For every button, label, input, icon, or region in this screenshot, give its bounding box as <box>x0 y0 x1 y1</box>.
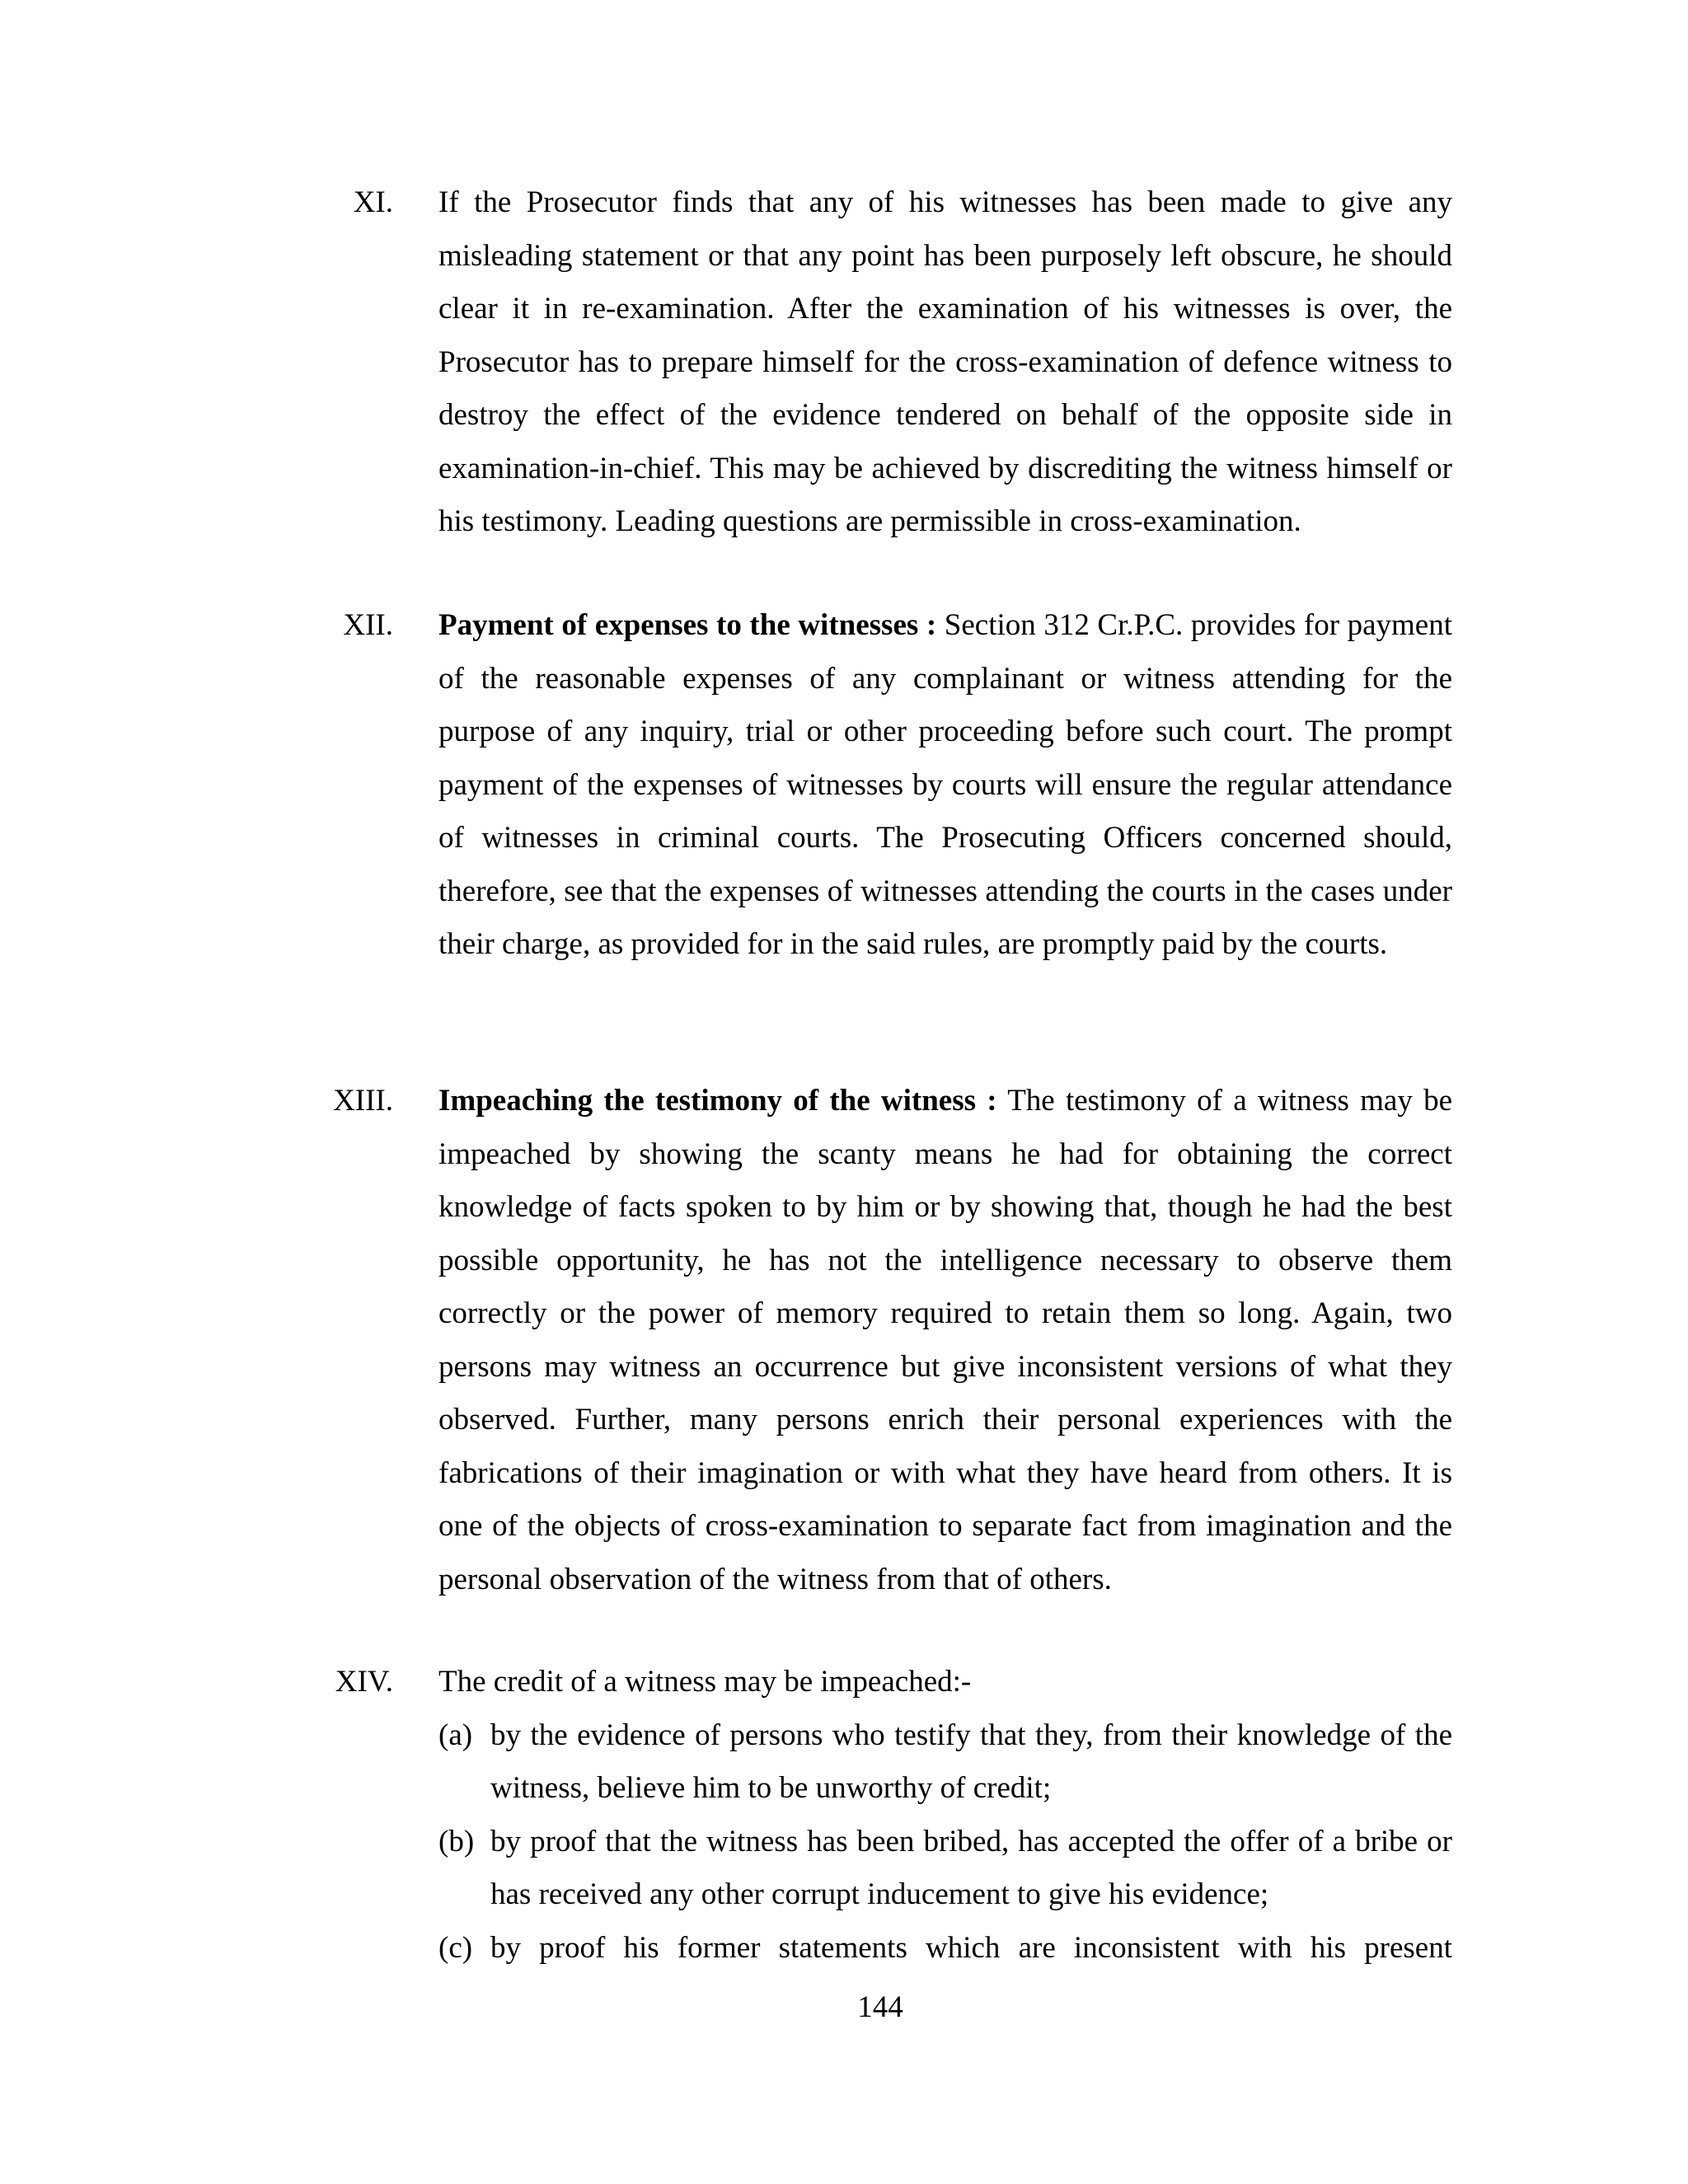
section-numeral: XI. <box>353 185 393 219</box>
sub-item-label: (a) <box>438 1718 473 1752</box>
section-paragraph <box>438 1075 1452 1606</box>
sub-list <box>438 1709 1452 1975</box>
sub-list-item <box>438 1709 1452 1816</box>
section-text: If the Prosecutor finds that any of his witnesses has been made to give any misleading statement or that any point has been purposely left obscure, he should clear it in re-examination. After the examination of his witnesses is over, the Prosecutor has to prepare himself for the cross-examination of defence witness to destroy the effect of the evidence tendered on behalf of the opposite side in examination-in-chief. This may be achieved by discrediting the witness himself or his testimony. Leading questions are permissible in cross-examination. <box>438 185 1452 538</box>
sub-list-item <box>438 1922 1452 1975</box>
sub-item-label: (b) <box>438 1824 475 1858</box>
page-number: 144 <box>857 1990 903 2024</box>
section-numeral: XII. <box>343 608 393 642</box>
section-heading: Payment of expenses to the witnesses : <box>438 608 937 642</box>
sub-item-text: by proof that the witness has been bribed, has accepted the offer of a bribe or has received any other corrupt inducement to give his evidence; <box>490 1824 1452 1911</box>
sub-item-text: by proof his former statements which are inconsistent with his present <box>490 1930 1452 1965</box>
sub-item-label: (c) <box>438 1930 473 1965</box>
section-paragraph <box>438 1656 1452 1709</box>
section-text: The testimony of a witness may be impeached by showing the scanty means he had for obtaining the correct knowledge of facts spoken to by him or by showing that, though he had the best possible opportunity, he has not the intelligence necessary to observe them correctly or the power of memory required to retain them so long. Again, two persons may witness an occurrence but give inconsistent versions of what they observed. Further, many persons enrich their personal experiences with the fabrications of their imagination or with what they have heard from others. It is one of the objects of cross-examination to separate fact from imagination and the personal observation of the witness from that of others. <box>438 1084 1452 1596</box>
sub-item-text: by the evidence of persons who testify that they, from their knowledge of the witness, believe him to be unworthy of credit; <box>490 1718 1452 1805</box>
section-heading: Impeaching the testimony of the witness : <box>438 1084 997 1118</box>
section-numeral: XIV. <box>335 1665 393 1699</box>
section-text: The credit of a witness may be impeached:- <box>438 1665 972 1699</box>
section-paragraph <box>438 599 1452 972</box>
section-numeral: XIII. <box>333 1084 393 1118</box>
section-paragraph <box>438 176 1452 549</box>
sub-list-item <box>438 1816 1452 1922</box>
section-text: Section 312 Cr.P.C. provides for payment of the reasonable expenses of any complainant or witness attending for the purpose of any inquiry, trial or other proceeding before such court. The prompt payment of the expenses of witnesses by courts will ensure the regular attendance of witnesses in criminal courts. The Prosecuting Officers concerned should, therefore, see that the expenses of witnesses attending the courts in the cases under their charge, as provided for in the said rules, are promptly paid by the courts. <box>438 608 1452 961</box>
